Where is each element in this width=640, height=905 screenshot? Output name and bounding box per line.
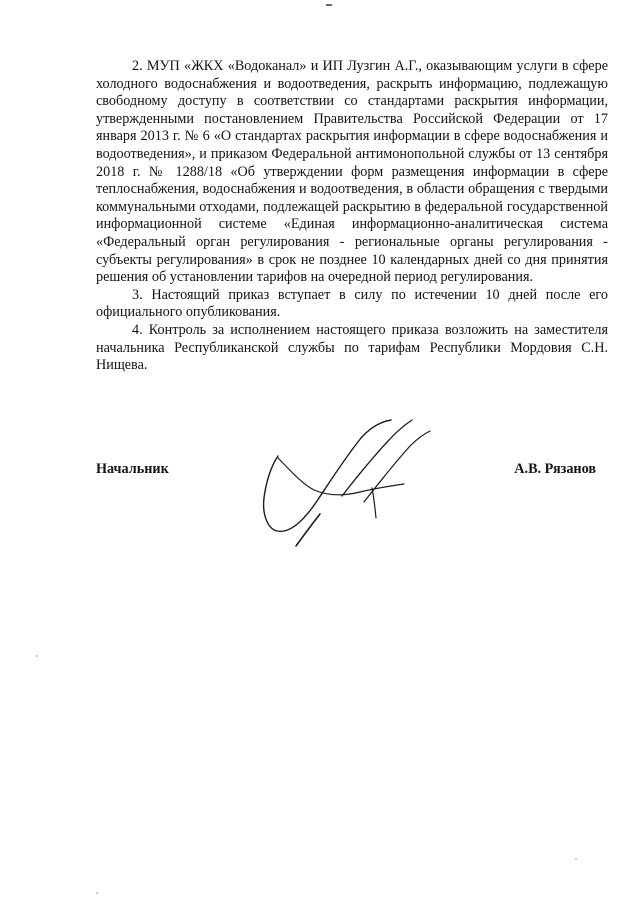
signature-stroke-diagonal-2 [364, 431, 430, 502]
scan-speck [575, 858, 577, 860]
document-body [96, 58, 608, 375]
signature-stroke-main [264, 420, 391, 531]
page-top-mark [326, 4, 332, 6]
paragraph-item-3: 3. Настоящий приказ вступает в силу по истечении 10 дней после его официального опубликования. [96, 286, 608, 321]
scan-speck [96, 892, 98, 894]
signature-stroke-loop [278, 458, 404, 495]
paragraph-item-4: 4. Контроль за исполнением настоящего приказа возложить на заместителя начальника Республиканской службы по тарифам Республики Мордовия С.Н. Нищева. [96, 321, 608, 374]
signatory-name: А.В. Рязанов [514, 461, 596, 477]
scan-speck [36, 655, 38, 657]
signature-stroke-lower [296, 514, 320, 546]
paragraph-item-2: 2. МУП «ЖКХ «Водоканал» и ИП Лузгин А.Г., оказывающим услуги в сфере холодного водоснабжения и водоотведения, раскрыть информацию, подлежащую свободному доступу в соответствии со стандартами раскрытия информации, утвержденными постановлением Правительства Российской Федерации от 17 января 2013 г. № 6 «О стандартах раскрытия информации в сфере водоснабжения и водоотведения», и приказом Федеральной антимонопольной службы от 13 сентября 2018 г. № 1288/18 «Об утверждении форм размещения информации в сфере теплоснабжения, водоснабжения и водоотведения, в области обращения с твердыми коммунальными отходами, подлежащей раскрытию в федеральной государственной информационной системе «Единая информационно-аналитическая система «Федеральный орган регулирования - региональные органы регулирования - субъекты регулирования» в срок не позднее 10 календарных дней со дня принятия решения об установлении тарифов на очередной период регулирования. [96, 58, 608, 286]
handwritten-signature [244, 418, 454, 568]
signature-stroke-tail [372, 488, 376, 518]
signatory-title: Начальник [96, 461, 169, 477]
